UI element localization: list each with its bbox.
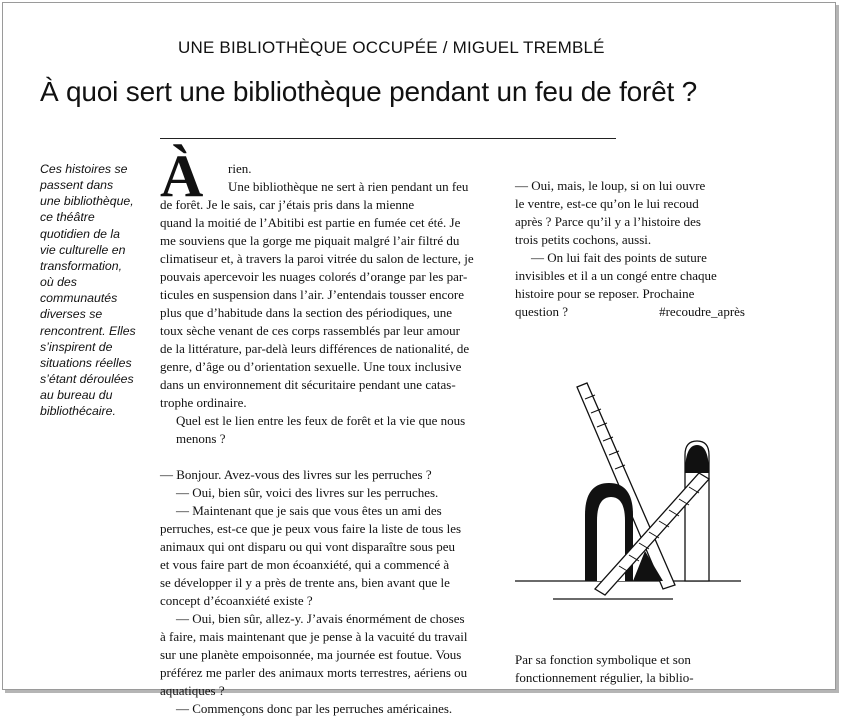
dialogue-line: — Maintenant que je sais que vous êtes un ami des xyxy=(176,503,442,518)
text-line: genre, d’âge ou d’orientation sexuelle. Une toux inclusive xyxy=(160,359,462,374)
article-column-3 xyxy=(515,651,745,687)
question-word: question ? xyxy=(515,304,569,319)
article-column-2 xyxy=(515,177,745,321)
text-line: sur une planète empoisonnée, ma journée est foutue. Vous xyxy=(160,647,462,662)
sidebar-line: une bibliothèque, xyxy=(40,194,134,209)
text-line: de la littérature, par-delà leurs différences de nationalité, de xyxy=(160,341,470,356)
dialogue-line: — Oui, mais, le loup, si on lui ouvre xyxy=(515,178,706,193)
text-line: Une bibliothèque ne sert à rien pendant un feu xyxy=(228,179,469,194)
text-line: fonctionnement régulier, la biblio- xyxy=(515,670,694,685)
sidebar-line: quotidien de la xyxy=(40,226,120,241)
article-title: À quoi sert une bibliothèque pendant un feu de forêt ? xyxy=(40,76,698,107)
text-line: animaux qui ont disparu ou qui vont disparaître sous peu xyxy=(160,539,455,554)
text-line: ticules en suspension dans l’air. J’entendais tousser encore xyxy=(160,287,464,302)
dialogue-line: — Commençons donc par les perruches américaines. xyxy=(176,701,453,716)
sidebar-line: situations réelles xyxy=(40,355,132,370)
article-column-1 xyxy=(160,143,500,718)
text-line: trophe ordinaire. xyxy=(160,395,247,410)
intro-sidebar xyxy=(40,161,150,420)
text-line: Par sa fonction symbolique et son xyxy=(515,652,691,667)
text-line: et vous faire part de mon écoanxiété, qui a commencé à xyxy=(160,557,450,572)
sidebar-line: passent dans xyxy=(40,178,114,193)
text-line: toux sèche venant de ces corps rassemblés par leur amour xyxy=(160,323,460,338)
text-line: se développer il y a près de trente ans, bien avant que le xyxy=(160,575,450,590)
text-line: le ventre, est-ce qu’on le lui recoud xyxy=(515,196,699,211)
text-line: pouvais apercevoir les nuages colorés d’orange par les par- xyxy=(160,269,468,284)
sidebar-line: bibliothécaire. xyxy=(40,404,116,419)
text-line: après ? Parce qu’il y a l’histoire des xyxy=(515,214,701,229)
sidebar-line: transformation, xyxy=(40,258,123,273)
text-line: quand la moitié de l’Abitibi est partie en fumée cet été. Je xyxy=(160,215,461,230)
sidebar-line: rencontrent. Elles xyxy=(40,323,136,338)
text-line: concept d’écoanxiété existe ? xyxy=(160,593,313,608)
text-line: à faire, mais maintenant que je pense à la vacuité du travail xyxy=(160,629,468,644)
sidebar-line: où des xyxy=(40,275,77,290)
drop-cap: À xyxy=(160,143,204,209)
sidebar-line: s’étant déroulées xyxy=(40,372,134,387)
text-line: histoire pour se reposer. Prochaine xyxy=(515,286,695,301)
sidebar-line: s’inspirent de xyxy=(40,339,113,354)
text-line: préférez me parler des animaux morts terrestres, aériens ou xyxy=(160,665,468,680)
text-line: plus que d’habitude dans la section des périodiques, une xyxy=(160,305,453,320)
sidebar-line: diverses se xyxy=(40,307,103,322)
hashtag: #recoudre_après xyxy=(659,304,745,319)
text-line: Quel est le lien entre les feux de forêt et la vie que nous xyxy=(176,413,466,428)
title-divider xyxy=(160,138,616,139)
sidebar-line: Ces histoires se xyxy=(40,162,128,176)
text-line: perruches, est-ce que je peux vous faire la liste de tous les xyxy=(160,521,462,536)
text-line: trois petits cochons, aussi. xyxy=(515,232,652,247)
text-line: climatiseur et, à travers la paroi vitrée du salon de lecture, je xyxy=(160,251,474,266)
paragraph-gap xyxy=(160,448,500,466)
dialogue-line: — Oui, bien sûr, allez-y. J’avais énormément de choses xyxy=(176,611,465,626)
text-line: de forêt. Je le sais, car j’étais pris dans la mienne xyxy=(160,197,415,212)
text-line: menons ? xyxy=(176,431,226,446)
sidebar-line: vie culturelle en xyxy=(40,242,126,257)
dialogue-line: — Bonjour. Avez-vous des livres sur les perruches ? xyxy=(160,467,432,482)
text-line xyxy=(515,303,745,321)
staircase-arch-illustration xyxy=(513,375,743,615)
sidebar-line: communautés xyxy=(40,291,118,306)
section-kicker: UNE BIBLIOTHÈQUE OCCUPÉE / MIGUEL TREMBLÉ xyxy=(178,38,605,57)
sidebar-line: ce théâtre xyxy=(40,210,95,225)
sidebar-line: au bureau du xyxy=(40,388,113,403)
dialogue-line: — Oui, bien sûr, voici des livres sur les perruches. xyxy=(176,485,439,500)
text-line: rien. xyxy=(228,161,252,176)
text-line: invisibles et il a un congé entre chaque xyxy=(515,268,717,283)
text-line: aquatiques ? xyxy=(160,683,225,698)
text-line: me souviens que la gorge me piquait malgré l’air filtré du xyxy=(160,233,460,248)
dialogue-line: — On lui fait des points de suture xyxy=(531,250,707,265)
text-line: dans un environnement dit sécuritaire pendant une catas- xyxy=(160,377,456,392)
